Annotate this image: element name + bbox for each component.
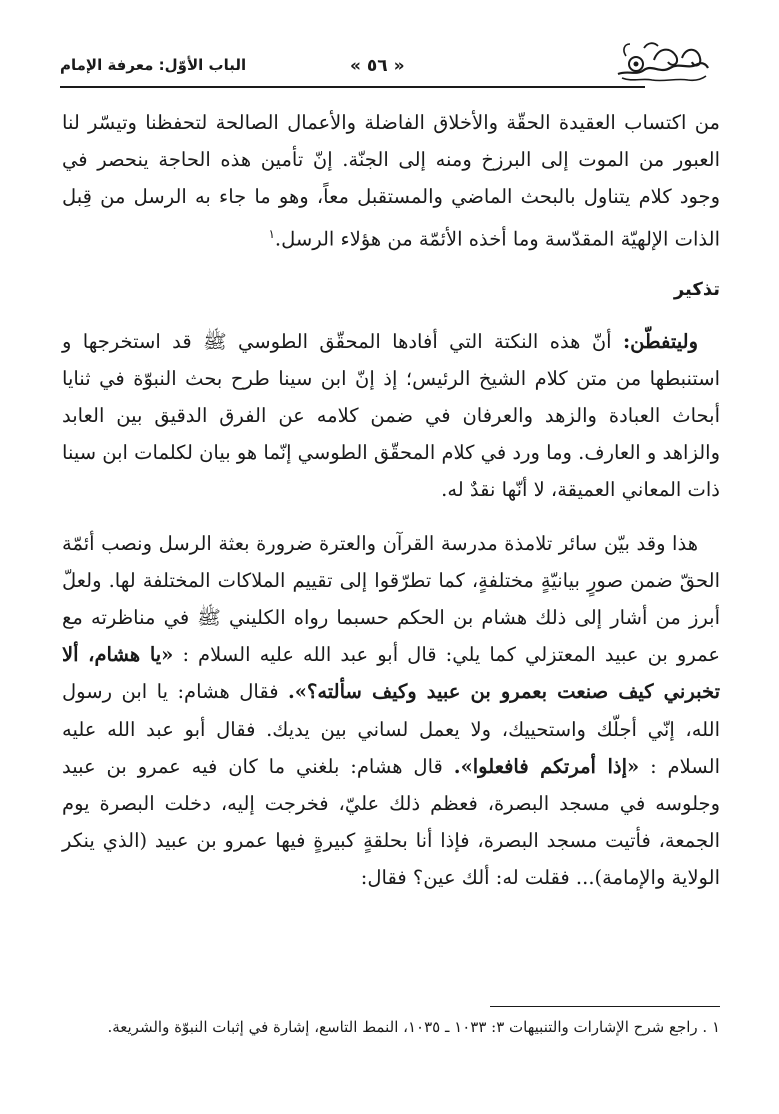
header-rule	[60, 86, 645, 88]
footnote-marker: ١	[268, 226, 275, 241]
paragraph-2-text: أنّ هذه النكتة التي أفادها المحقّق الطوسي ﷺ قد استخرجها و استنبطها من متن كلام الشيخ الرئيس؛ إذ إنّ ابن سينا طرح بحث النبوّة في ثنايا أبحاث العبادة والزهد والعرفان في ضمن كلامه عن الفرق الدقيق بين العابد والزاهد و العارف. وما ورد في كلام المحقّق الطوسي إنّما هو بيان لكلمات ابن سينا ذات المعاني العميقة، لا أنّها نقدٌ له.	[62, 329, 720, 502]
page-number: « ٥٦ »	[350, 56, 405, 76]
quote-1: «يا هشام، ألا تخبرني كيف صنعت بعمرو بن عبيد وكيف سألته؟».	[62, 643, 720, 704]
footnote: ١ . راجع شرح الإشارات والتنبيهات ٣: ١٠٣٣ ـ ١٠٣٥، النمط التاسع، إشارة في إثبات النبوّة والشريعة.	[107, 1018, 720, 1036]
paragraph-3-text-c: قال هشام: بلغني ما كان فيه عمرو بن عبيد وجلوسه في مسجد البصرة، فعظم ذلك عليّ، فخرجت إليه، دخلت البصرة يوم الجمعة، فأتيت مسجد البصرة، فإذا أنا بحلقةٍ كبيرةٍ فيها عمرو بن عبيد (الذي ينكر الولاية والإمامة)... فقلت له: ألك عين؟ فقال:	[62, 754, 720, 890]
quote-2: «إذا أمرتكم فافعلوا».	[453, 754, 640, 778]
page-header	[60, 34, 710, 84]
paragraph-1	[62, 104, 720, 257]
paragraph-3	[62, 525, 720, 897]
running-title: الباب الأوّل: معرفة الإمام	[60, 56, 247, 74]
paragraph-2	[62, 323, 720, 509]
footnote-rule	[490, 1006, 720, 1007]
paragraph-3-text-a: هذا وقد بيّن سائر تلامذة مدرسة القرآن والعترة ضرورة بعثة الرسل ونصب أئمّة الحقّ ضمن صورٍ بيانيّةٍ مختلفةٍ، كما تطرّقوا إلى تقييم الملاكات المختلفة لها. ولعلّ أبرز من أشار إلى ذلك هشام بن الحكم حسبما رواه الكليني ﷺ في مناظرته مع عمرو بن عبيد المعتزلي كما يلي: قال أبو عبد الله عليه السلام :	[62, 531, 720, 667]
arabesque-ornament-icon	[614, 34, 710, 84]
section-heading: تذكير	[673, 279, 720, 301]
paragraph-3-text-b: فقال هشام: يا ابن رسول الله، إنّي أجلّك واستحييك، ولا يعمل لساني بين يديك. فقال أبو عبد الله عليه السلام :	[62, 680, 721, 778]
body-text	[62, 104, 720, 897]
paragraph-1-text: من اكتساب العقيدة الحقّة والأخلاق الفاضلة والأعمال الصالحة لتحفظنا وتيسّر لنا العبور من الموت إلى البرزخ ومنه إلى الجنّة. إنّ تأمين هذه الحاجة ينحصر في وجود كلام يتناول بالبحث الماضي والمستقبل معاً، وهو ما جاء به الرسل من قِبل الذات الإلهيّة المقدّسة وما أخذه الأئمّة من هؤلاء الرسل.	[62, 111, 720, 251]
paragraph-2-lead: وليتفطّن:	[622, 329, 699, 353]
